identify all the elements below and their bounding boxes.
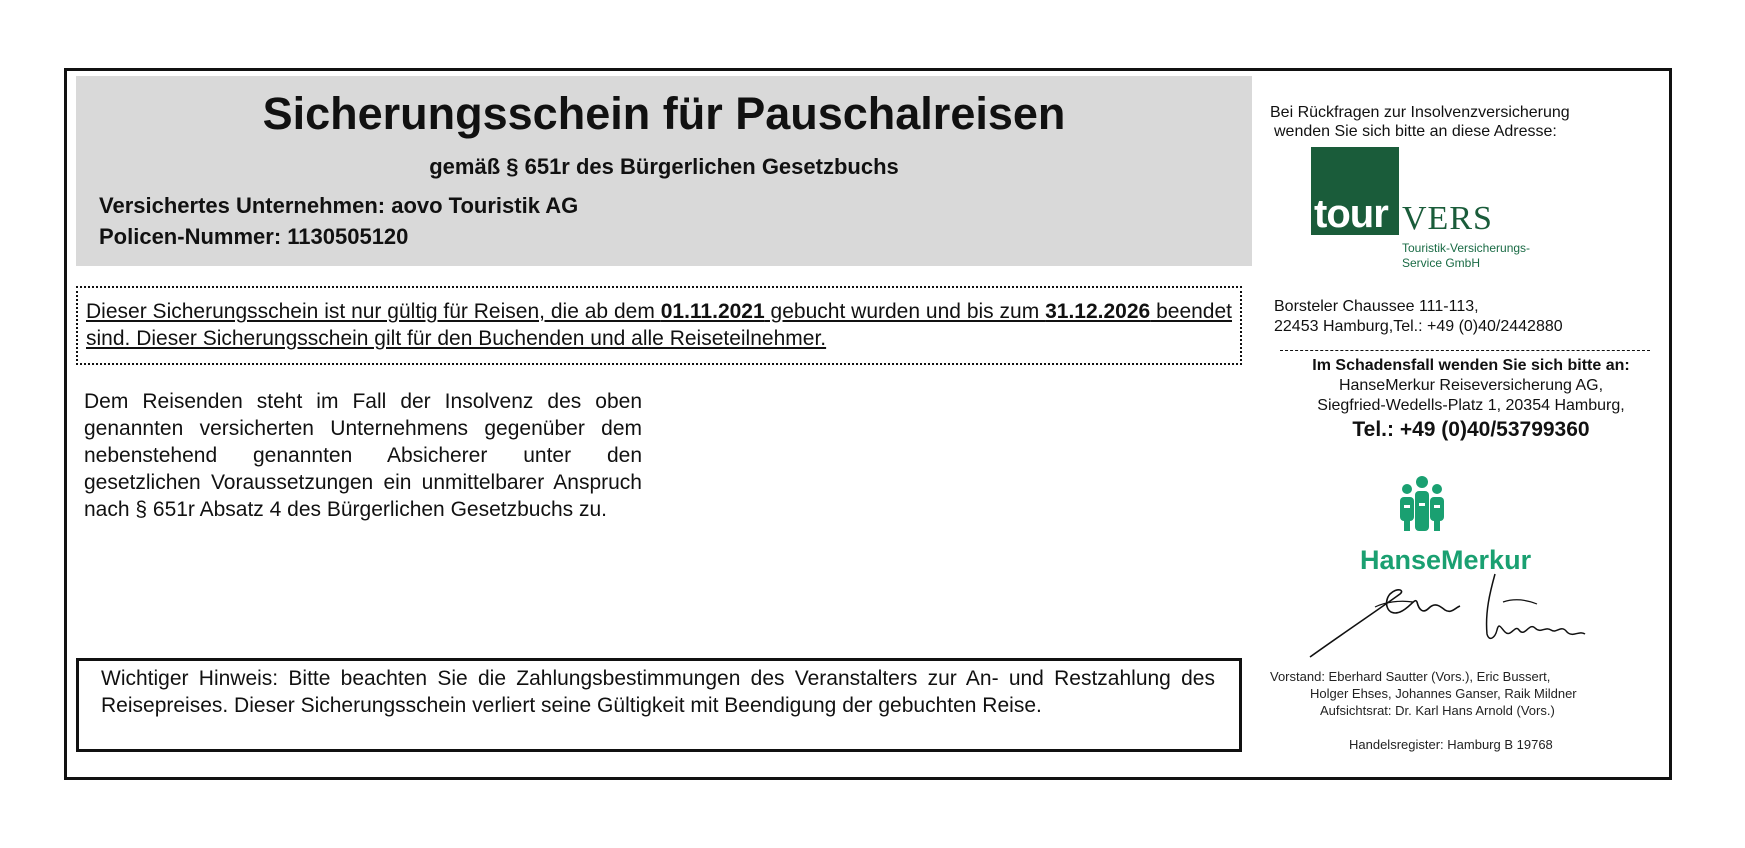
board-info bbox=[1270, 668, 1577, 719]
insured-company: Versichertes Unternehmen: aovo Touristik AG bbox=[99, 193, 579, 218]
validity-text-3: beendet sind. Dieser Sicherungsschein gilt für den Buchenden und alle Reiseteilnehmer. bbox=[86, 300, 1232, 350]
claim-paragraph: Dem Reisenden steht im Fall der Insolvenz des oben genannten versicherten Unternehmens gegenüber dem nebenstehend genannten Absicherer unter den gesetzlichen Voraussetzungen ein unmittelbarer Anspruch nach § 651r Absatz 4 des Bürgerlichen Gesetzbuchs zu. bbox=[84, 390, 642, 521]
divider bbox=[1280, 350, 1650, 351]
policy-number: Policen-Nummer: 1130505120 bbox=[99, 224, 409, 249]
claims-contact bbox=[1262, 356, 1680, 444]
validity-box bbox=[76, 286, 1242, 365]
tourvers-sub-line2: Service GmbH bbox=[1402, 256, 1481, 270]
hansemerkur-logo-icon bbox=[1355, 475, 1490, 540]
page-title: Sicherungsschein für Pauschalreisen bbox=[262, 88, 1066, 139]
contact-intro-line2: wenden Sie sich bitte an diese Adresse: bbox=[1274, 123, 1557, 140]
commercial-register: Handelsregister: Hamburg B 19768 bbox=[1349, 737, 1553, 752]
board-line2: Holger Ehses, Johannes Ganser, Raik Mildner bbox=[1310, 686, 1577, 701]
certificate-header bbox=[76, 76, 1252, 266]
claims-line2: Siegfried-Wedells-Platz 1, 20354 Hamburg, bbox=[1317, 397, 1625, 414]
tourvers-logo-subtitle bbox=[1402, 241, 1530, 271]
tourvers-logo-tour: tour bbox=[1314, 192, 1388, 236]
legal-basis: gemäß § 651r des Bürgerlichen Gesetzbuchs bbox=[429, 154, 899, 179]
signatures bbox=[1305, 572, 1605, 662]
tourvers-address bbox=[1274, 297, 1563, 337]
claims-phone: Tel.: +49 (0)40/53799360 bbox=[1352, 418, 1590, 441]
tourvers-sub-line1: Touristik-Versicherungs- bbox=[1402, 241, 1531, 255]
contact-intro bbox=[1270, 103, 1570, 141]
valid-from-date: 01.11.2021 bbox=[660, 300, 765, 323]
claims-heading: Im Schadensfall wenden Sie sich bitte an: bbox=[1312, 357, 1630, 374]
validity-text-2: gebucht wurden und bis zum bbox=[764, 300, 1046, 323]
address-line1: Borsteler Chaussee 111-113, bbox=[1274, 298, 1479, 315]
board-line1: Vorstand: Eberhard Sautter (Vors.), Eric Bussert, bbox=[1270, 669, 1551, 684]
address-line2: 22453 Hamburg,Tel.: +49 (0)40/2442880 bbox=[1274, 318, 1563, 335]
hansemerkur-logo-text: HanseMerkur bbox=[1360, 545, 1532, 575]
important-notice: Wichtiger Hinweis: Bitte beachten Sie die Zahlungsbestimmungen des Veranstalters zur An- und Restzahlung des Reisepreises. Dieser Sicherungsschein verliert seine Gültigkeit mit Beendigung der gebuchten Reise. bbox=[76, 658, 1242, 752]
board-line3: Aufsichtsrat: Dr. Karl Hans Arnold (Vors.) bbox=[1320, 703, 1555, 718]
claims-line1: HanseMerkur Reiseversicherung AG, bbox=[1338, 377, 1604, 394]
validity-text-1: Dieser Sicherungsschein ist nur gültig für Reisen, die ab dem bbox=[86, 300, 661, 323]
contact-intro-line1: Bei Rückfragen zur Insolvenzversicherung bbox=[1270, 104, 1570, 121]
valid-to-date: 31.12.2026 bbox=[1045, 300, 1151, 323]
tourvers-logo-vers: VERS bbox=[1402, 200, 1493, 237]
